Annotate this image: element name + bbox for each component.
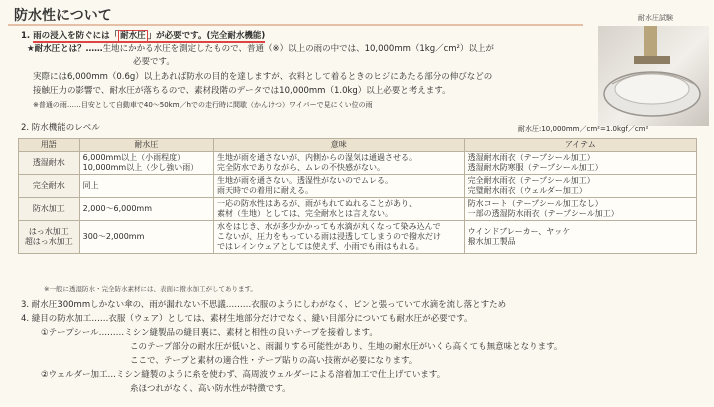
row-pressure (79, 175, 213, 198)
water-pressure-test-illustration (598, 26, 709, 126)
item-line: 防水コート（テープシール加工なし） (467, 199, 603, 208)
page-title: 防水性について (14, 8, 112, 24)
tape-seal-line3: ここで、テープと素材の適合性・テープ貼りの高い技術が必要になります。 (130, 356, 418, 366)
row-meaning (214, 175, 465, 198)
table-row (19, 198, 697, 221)
pressure-line: 300～2,000mm (82, 232, 145, 241)
row-pressure (79, 152, 213, 175)
section1-number: 1. (21, 31, 31, 41)
welder-label: ②ウェルダー加工… (41, 370, 116, 380)
row-items (464, 198, 696, 221)
item-line: 透湿耐水雨衣（テープシール加工） (467, 153, 595, 162)
section2-unit-note: 耐水圧:10,000mm／cm²=1.0kgf／cm² (518, 125, 649, 133)
meaning-line: 生地が雨を通さないが、内側からの湿気は通過させる。 (217, 153, 417, 162)
item-line: 透湿耐水防寒服（テープシール加工） (467, 163, 603, 172)
definition-label: ★耐水圧とは？…… (27, 44, 103, 54)
row-term: 完全耐水 (19, 175, 80, 198)
column-header-items: アイテム (464, 139, 696, 152)
section2-heading: 2. 防水機能のレベル (21, 123, 100, 133)
section1-body-2: 接触圧力の影響で、耐水圧が落ちるので、素材段階のデータでは10,000mm（1.0kg）以上必要と考えます。 (33, 86, 451, 96)
tape-seal-label: ①テープシール……… (41, 328, 125, 338)
welder-row (41, 370, 445, 381)
tape-seal-line2: このテープ部分の耐水圧が低いと、雨漏りする可能性があり、生地の耐水圧がいくら高くても無意味となります。 (130, 342, 563, 352)
meaning-line: 雨天時での着用に耐える。 (217, 186, 313, 195)
section1-definition (27, 44, 494, 55)
table-note: ※一般に透湿防水・完全防水素材には、表面に撥水加工がしてあります。 (44, 285, 257, 293)
table-header-row (19, 139, 697, 152)
column-header-pressure: 耐水圧 (79, 139, 213, 152)
row-items (464, 152, 696, 175)
meaning-line: 完全防水でありながら、ムレの不快感がない。 (217, 163, 385, 172)
row-term (19, 221, 80, 254)
column-header-meaning: 意味 (214, 139, 465, 152)
row-meaning (214, 221, 465, 254)
section1-lead (33, 31, 265, 43)
row-pressure (79, 221, 213, 254)
definition-text: 生地にかかる水圧を測定したもので、普通（※）以上の雨の中では、10,000mm（1kg／cm²）以上が (102, 44, 494, 54)
column-header-term: 用語 (19, 139, 80, 152)
row-pressure (79, 198, 213, 221)
table-row (19, 152, 697, 175)
item-line: 完全耐水雨衣（テープシール加工） (467, 176, 595, 185)
section3-text: 3. 耐水圧300mmしかない傘の、雨が漏れない不思議………衣服のようにしわがなく、ピンと張っていて水滴を流し落とすため (21, 300, 507, 310)
section1-post: 」が必要です。(完全耐水機能) (147, 31, 266, 41)
meaning-line: 素材（生地）としては、完全耐水とは言えない。 (217, 209, 393, 218)
term-line: はっ水加工 (28, 227, 69, 236)
term-line: 超はっ水加工 (24, 237, 73, 246)
section1-footnote: ※普通の雨……目安として自動車で40～50km／hでの走行時に間歇（かんけつ）ワイパーで見にくい位の雨 (33, 101, 373, 109)
welder-line2: 糸ほつれがなく、高い防水性が特徴です。 (130, 384, 291, 394)
meaning-line: ではレインウェアとしては使えず、小雨でも雨はもれる。 (217, 242, 424, 251)
pressure-line: 同上 (82, 181, 99, 190)
row-items (464, 221, 696, 254)
table-row (19, 221, 697, 254)
item-line: ウインドブレーカー、ヤッケ (467, 227, 571, 236)
pressure-line: 2,000～6,000mm (82, 204, 153, 213)
meaning-line: 水をはじき、水が多少かかっても水滴が丸くなって染み込んで (217, 222, 441, 231)
water-resistance-table (18, 138, 697, 254)
definition-text-2: 必要です。 (133, 57, 175, 67)
section1-pre: 雨の浸入を防ぐには「 (33, 31, 119, 41)
welder-line1: ミシン縫製のように糸を使わず、高周波ウェルダーによる溶着加工で仕上げています。 (115, 370, 446, 380)
title-underline (8, 24, 583, 26)
section1-body-1: 実際には6,000mm（0.6g）以上あれば防水の目的を達しますが、衣料として着るときのヒジにあたる部分の伸びなどの (33, 72, 493, 82)
row-meaning (214, 152, 465, 175)
table-row (19, 175, 697, 198)
item-line: 一部の透湿防水雨衣（テープシール加工） (467, 209, 619, 218)
pressure-line: 6,000mm以上（小雨程度） (82, 153, 186, 162)
item-line: 完璧耐水雨衣（ウェルダー加工） (467, 186, 587, 195)
row-meaning (214, 198, 465, 221)
row-term: 防水加工 (19, 198, 80, 221)
meaning-line: こないが、圧力をもっている雨は浸透してしまうので撥水だけ (217, 232, 441, 241)
row-items (464, 175, 696, 198)
water-pressure-test-photo (598, 26, 709, 126)
tape-seal-row (41, 328, 378, 339)
pressure-line: 10,000mm以上（少し強い雨） (82, 163, 199, 172)
section1-heading (21, 31, 265, 42)
row-term: 透湿耐水 (19, 152, 80, 175)
section1-highlight: 耐水圧 (120, 31, 146, 41)
item-line: 撥水加工製品 (467, 237, 516, 246)
tape-seal-line1: ミシン縫製品の縫目裏に、素材と相性の良いテープを接着します。 (124, 328, 378, 338)
section4-line1: 4. 縫目の防水加工……衣服（ウェア）としては、素材生地部分だけでなく、縫い目部分についても耐水圧が必要です。 (21, 314, 473, 324)
meaning-line: 一応の防水性はあるが、雨がもれてぬれることがあり、 (217, 199, 417, 208)
meaning-line: 生地が雨を通さない。透湿性がないのでムレる。 (217, 176, 393, 185)
photo-caption: 耐水圧試験 (638, 14, 673, 22)
